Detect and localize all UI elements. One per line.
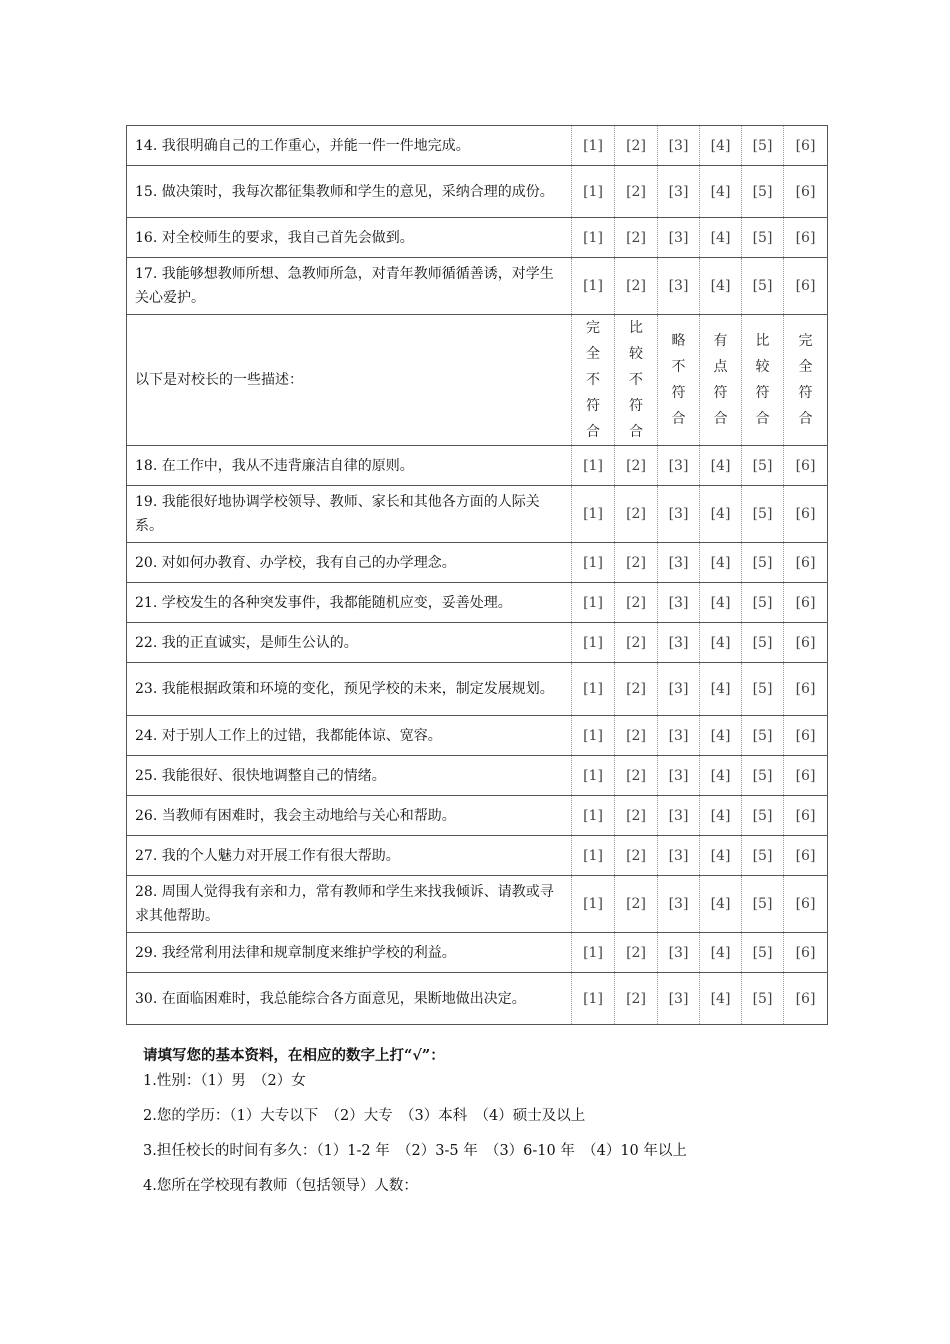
scale-header-char: 合 — [629, 424, 643, 440]
rating-option-4[interactable]: [4] — [700, 973, 742, 1025]
rating-option-6[interactable]: [6] — [784, 543, 828, 583]
scale-header-char: 不 — [629, 372, 643, 388]
scale-header-char: 不 — [586, 372, 600, 388]
scale-header-char: 略 — [671, 333, 686, 349]
rating-option-1[interactable]: [1] — [572, 486, 615, 543]
rating-option-2[interactable]: [2] — [615, 126, 658, 166]
rating-option-4[interactable]: [4] — [700, 663, 742, 716]
scale-header-char: 全 — [798, 359, 813, 375]
rating-option-3[interactable]: [3] — [658, 258, 700, 315]
rating-option-3[interactable]: [3] — [658, 756, 700, 796]
question-text: 21. 学校发生的各种突发事件，我都能随机应变，妥善处理。 — [127, 583, 572, 623]
question-row-19 — [127, 486, 828, 543]
rating-option-5[interactable]: [5] — [742, 716, 784, 756]
rating-option-2[interactable]: [2] — [615, 836, 658, 876]
scale-header-char: 较 — [629, 346, 643, 362]
question-text: 25. 我能很好、很快地调整自己的情绪。 — [127, 756, 572, 796]
rating-option-6[interactable]: [6] — [784, 716, 828, 756]
rating-option-3[interactable]: [3] — [658, 583, 700, 623]
rating-option-1[interactable]: [1] — [572, 623, 615, 663]
rating-option-2[interactable]: [2] — [615, 796, 658, 836]
question-text: 18. 在工作中，我从不违背廉洁自律的原则。 — [127, 446, 572, 486]
rating-option-6[interactable]: [6] — [784, 973, 828, 1025]
scale-header-1 — [572, 315, 615, 446]
info-teacher-count: 4.您所在学校现有教师（包括领导）人数： — [143, 1178, 418, 1194]
question-row-25 — [127, 756, 828, 796]
rating-option-1[interactable]: [1] — [572, 543, 615, 583]
rating-option-2[interactable]: [2] — [615, 583, 658, 623]
rating-option-5[interactable]: [5] — [742, 126, 784, 166]
info-education: 2.您的学历：（1）大专以下 （2）大专 （3）本科 （4）硕士及以上 — [143, 1108, 586, 1124]
rating-option-1[interactable]: [1] — [572, 258, 615, 315]
question-row-17 — [127, 258, 828, 315]
rating-option-2[interactable]: [2] — [615, 756, 658, 796]
survey-table — [126, 125, 828, 1025]
rating-option-5[interactable]: [5] — [742, 836, 784, 876]
question-text: 30. 在面临困难时，我总能综合各方面意见，果断地做出决定。 — [127, 973, 572, 1025]
question-text: 27. 我的个人魅力对开展工作有很大帮助。 — [127, 836, 572, 876]
rating-option-1[interactable]: [1] — [572, 836, 615, 876]
basic-info-title: 请填写您的基本资料，在相应的数字上打“√”： — [143, 1047, 445, 1064]
rating-option-4[interactable]: [4] — [700, 543, 742, 583]
rating-option-1[interactable]: [1] — [572, 166, 615, 218]
scale-header-char: 合 — [586, 424, 600, 440]
rating-option-4[interactable]: [4] — [700, 836, 742, 876]
rating-option-1[interactable]: [1] — [572, 973, 615, 1025]
rating-option-6[interactable]: [6] — [784, 836, 828, 876]
question-text: 23. 我能根据政策和环境的变化，预见学校的未来，制定发展规划。 — [127, 663, 572, 716]
rating-option-3[interactable]: [3] — [658, 973, 700, 1025]
question-row-22 — [127, 623, 828, 663]
scale-header-char: 完 — [798, 333, 813, 349]
rating-option-6[interactable]: [6] — [784, 623, 828, 663]
question-text: 14. 我很明确自己的工作重心，并能一件一件地完成。 — [127, 126, 572, 166]
question-row-18 — [127, 446, 828, 486]
rating-option-1[interactable]: [1] — [572, 933, 615, 973]
rating-option-1[interactable]: [1] — [572, 126, 615, 166]
rating-option-6[interactable]: [6] — [784, 126, 828, 166]
rating-option-2[interactable]: [2] — [615, 446, 658, 486]
question-text: 19. 我能很好地协调学校领导、教师、家长和其他各方面的人际关系。 — [127, 486, 572, 543]
rating-option-4[interactable]: [4] — [700, 218, 742, 258]
rating-option-4[interactable]: [4] — [700, 583, 742, 623]
rating-option-2[interactable]: [2] — [615, 543, 658, 583]
rating-option-1[interactable]: [1] — [572, 876, 615, 933]
rating-option-5[interactable]: [5] — [742, 486, 784, 543]
rating-option-6[interactable]: [6] — [784, 486, 828, 543]
rating-option-5[interactable]: [5] — [742, 446, 784, 486]
question-row-20 — [127, 543, 828, 583]
rating-option-4[interactable]: [4] — [700, 716, 742, 756]
question-text: 20. 对如何办教育、办学校，我有自己的办学理念。 — [127, 543, 572, 583]
question-row-29 — [127, 933, 828, 973]
rating-option-6[interactable]: [6] — [784, 583, 828, 623]
rating-option-6[interactable]: [6] — [784, 933, 828, 973]
scale-header-char: 符 — [629, 398, 643, 414]
rating-option-4[interactable]: [4] — [700, 623, 742, 663]
question-text: 28. 周围人觉得我有亲和力，常有教师和学生来找我倾诉、请教或寻求其他帮助。 — [127, 876, 572, 933]
info-gender: 1.性别：（1）男 （2）女 — [143, 1073, 306, 1089]
scale-header-4 — [700, 315, 742, 446]
rating-option-6[interactable]: [6] — [784, 258, 828, 315]
rating-option-4[interactable]: [4] — [700, 756, 742, 796]
question-row-24 — [127, 716, 828, 756]
rating-option-6[interactable]: [6] — [784, 756, 828, 796]
rating-option-6[interactable]: [6] — [784, 446, 828, 486]
rating-option-1[interactable]: [1] — [572, 663, 615, 716]
question-row-16 — [127, 218, 828, 258]
rating-option-5[interactable]: [5] — [742, 973, 784, 1025]
rating-option-3[interactable]: [3] — [658, 543, 700, 583]
rating-option-6[interactable]: [6] — [784, 663, 828, 716]
rating-option-2[interactable]: [2] — [615, 258, 658, 315]
rating-option-3[interactable]: [3] — [658, 126, 700, 166]
rating-option-4[interactable]: [4] — [700, 876, 742, 933]
rating-option-5[interactable]: [5] — [742, 933, 784, 973]
scale-header-row — [127, 315, 828, 446]
rating-option-4[interactable]: [4] — [700, 796, 742, 836]
scale-header-char: 点 — [713, 359, 728, 375]
rating-option-3[interactable]: [3] — [658, 446, 700, 486]
rating-option-3[interactable]: [3] — [658, 218, 700, 258]
scale-header-char: 完 — [586, 320, 600, 336]
rating-option-6[interactable]: [6] — [784, 796, 828, 836]
scale-header-char: 合 — [671, 411, 686, 427]
rating-option-1[interactable]: [1] — [572, 716, 615, 756]
scale-header-char: 不 — [671, 359, 686, 375]
rating-option-3[interactable]: [3] — [658, 796, 700, 836]
question-row-26 — [127, 796, 828, 836]
rating-option-2[interactable]: [2] — [615, 486, 658, 543]
rating-option-2[interactable]: [2] — [615, 876, 658, 933]
question-row-21 — [127, 583, 828, 623]
rating-option-3[interactable]: [3] — [658, 663, 700, 716]
rating-option-5[interactable]: [5] — [742, 583, 784, 623]
rating-option-4[interactable]: [4] — [700, 166, 742, 218]
question-text: 17. 我能够想教师所想、急教师所急，对青年教师循循善诱，对学生关心爱护。 — [127, 258, 572, 315]
rating-option-5[interactable]: [5] — [742, 623, 784, 663]
rating-option-5[interactable]: [5] — [742, 663, 784, 716]
scale-header-char: 有 — [713, 333, 728, 349]
question-text: 16. 对全校师生的要求，我自己首先会做到。 — [127, 218, 572, 258]
scale-header-2 — [615, 315, 658, 446]
rating-option-5[interactable]: [5] — [742, 756, 784, 796]
rating-option-2[interactable]: [2] — [615, 933, 658, 973]
rating-option-2[interactable]: [2] — [615, 716, 658, 756]
rating-option-3[interactable]: [3] — [658, 623, 700, 663]
rating-option-2[interactable]: [2] — [615, 218, 658, 258]
scale-header-char: 比 — [629, 320, 643, 336]
rating-option-1[interactable]: [1] — [572, 446, 615, 486]
scale-header-char: 符 — [671, 385, 686, 401]
rating-option-4[interactable]: [4] — [700, 446, 742, 486]
rating-option-1[interactable]: [1] — [572, 583, 615, 623]
scale-header-char: 合 — [713, 411, 728, 427]
rating-option-1[interactable]: [1] — [572, 796, 615, 836]
rating-option-5[interactable]: [5] — [742, 543, 784, 583]
rating-option-6[interactable]: [6] — [784, 876, 828, 933]
rating-option-3[interactable]: [3] — [658, 933, 700, 973]
scale-header-char: 合 — [798, 411, 813, 427]
rating-option-4[interactable]: [4] — [700, 126, 742, 166]
rating-option-3[interactable]: [3] — [658, 836, 700, 876]
scale-header-3 — [658, 315, 700, 446]
rating-option-1[interactable]: [1] — [572, 218, 615, 258]
question-row-15 — [127, 166, 828, 218]
scale-header-char: 符 — [798, 385, 813, 401]
rating-option-5[interactable]: [5] — [742, 876, 784, 933]
scale-header-char: 符 — [755, 385, 770, 401]
rating-option-3[interactable]: [3] — [658, 486, 700, 543]
rating-option-2[interactable]: [2] — [615, 663, 658, 716]
question-text: 26. 当教师有困难时，我会主动地给与关心和帮助。 — [127, 796, 572, 836]
rating-option-3[interactable]: [3] — [658, 876, 700, 933]
rating-option-6[interactable]: [6] — [784, 166, 828, 218]
rating-option-1[interactable]: [1] — [572, 756, 615, 796]
scale-header-char: 较 — [755, 359, 770, 375]
question-text: 29. 我经常利用法律和规章制度来维护学校的利益。 — [127, 933, 572, 973]
scale-header-char: 全 — [586, 346, 600, 362]
scale-header-char: 符 — [586, 398, 600, 414]
scale-header-6 — [784, 315, 828, 446]
scale-header-label: 以下是对校长的一些描述： — [127, 315, 572, 446]
question-text: 15. 做决策时，我每次都征集教师和学生的意见，采纳合理的成份。 — [127, 166, 572, 218]
rating-option-5[interactable]: [5] — [742, 796, 784, 836]
rating-option-3[interactable]: [3] — [658, 166, 700, 218]
rating-option-5[interactable]: [5] — [742, 218, 784, 258]
basic-info-section — [143, 1044, 687, 1211]
question-row-28 — [127, 876, 828, 933]
rating-option-6[interactable]: [6] — [784, 218, 828, 258]
question-row-30 — [127, 973, 828, 1025]
rating-option-2[interactable]: [2] — [615, 166, 658, 218]
scale-header-5 — [742, 315, 784, 446]
rating-option-4[interactable]: [4] — [700, 486, 742, 543]
question-text: 22. 我的正直诚实，是师生公认的。 — [127, 623, 572, 663]
rating-option-3[interactable]: [3] — [658, 716, 700, 756]
question-text: 24. 对于别人工作上的过错，我都能体谅、宽容。 — [127, 716, 572, 756]
question-row-27 — [127, 836, 828, 876]
rating-option-5[interactable]: [5] — [742, 258, 784, 315]
info-tenure: 3.担任校长的时间有多久：（1）1-2 年 （2）3-5 年 （3）6-10 年 （4）10 年以上 — [143, 1143, 687, 1159]
rating-option-2[interactable]: [2] — [615, 623, 658, 663]
rating-option-4[interactable]: [4] — [700, 258, 742, 315]
rating-option-2[interactable]: [2] — [615, 973, 658, 1025]
rating-option-4[interactable]: [4] — [700, 933, 742, 973]
scale-header-char: 合 — [755, 411, 770, 427]
question-row-14 — [127, 126, 828, 166]
rating-option-5[interactable]: [5] — [742, 166, 784, 218]
scale-header-char: 符 — [713, 385, 728, 401]
question-row-23 — [127, 663, 828, 716]
scale-header-char: 比 — [755, 333, 770, 349]
